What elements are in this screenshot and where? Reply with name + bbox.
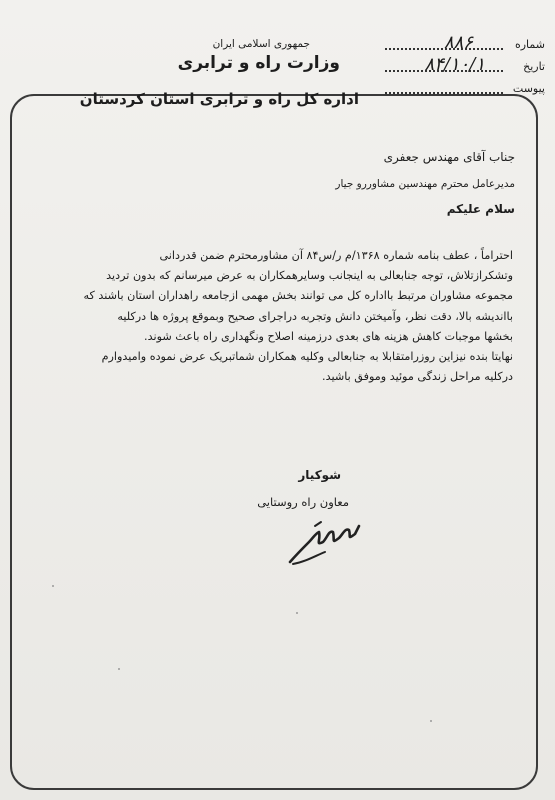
scan-speck (430, 720, 432, 722)
signatory-name: شوکیار (298, 468, 341, 482)
body-line: نهایتا بنده نیزاین روزرامتقابلا به جنابعالی وکلیه همکاران شماتبریک عرض نموده وامیدوارم (101, 350, 513, 364)
date-row (375, 54, 545, 82)
date-label: تاریخ (523, 60, 545, 73)
recipient-title: مدیرعامل محترم مهندسین مشاوررو جیار (335, 178, 515, 190)
scan-speck (52, 585, 54, 587)
body-line: درکلیه مراحل زندگی موئید وموفق باشید. (322, 370, 513, 384)
body-line: احتراماً ، عطف بنامه شماره ۱۳۶۸/م ر/س۸۴ آن مشاورمحترم ضمن قدردانی (159, 249, 513, 262)
recipient-name: جناب آقای مهندس جعفری (383, 150, 515, 164)
signatory-title: معاون راه روستایی (257, 495, 349, 509)
date-value: ۸۴/۱۰/۱ (424, 54, 485, 75)
number-label: شماره (514, 38, 545, 51)
scan-speck (296, 612, 298, 614)
department-title: اداره کل راه و ترابری استان کردستان (79, 90, 359, 108)
body-line: بخشها موجبات کاهش هزینه های بعدی درزمینه اصلاح ونگهداری راه باعث شوند. (144, 329, 513, 343)
letter-meta (375, 32, 545, 104)
attachment-label: پیوست (512, 82, 545, 95)
attachment-dotted-line (385, 92, 503, 94)
attachment-row (375, 82, 545, 104)
greeting: سلام علیکم (446, 202, 515, 216)
body-line: مجموعه مشاوران مرتبط بااداره کل می توانند بخش مهمی ازجامعه راهداران استان باشند که (83, 289, 513, 303)
ministry-title: وزارت راه و ترابری (177, 53, 340, 73)
letter-body (38, 246, 513, 387)
body-line: بااندیشه بالا، دقت نظر، وآمیختن دانش وتجربه دراجرای صحیح وبموقع پروژه ها درکلیه (117, 309, 513, 323)
number-value: ۸۸۶ (443, 32, 473, 53)
republic-title: جمهوری اسلامی ایران (212, 38, 310, 50)
body-line: وتشکرازتلاش، توجه جنابعالی به اینجانب وسایرهمکاران به عرض میرسانم که بدون تردید (106, 269, 513, 283)
scan-speck (118, 668, 120, 670)
letter-border (10, 94, 538, 790)
handwritten-signature (285, 512, 365, 572)
